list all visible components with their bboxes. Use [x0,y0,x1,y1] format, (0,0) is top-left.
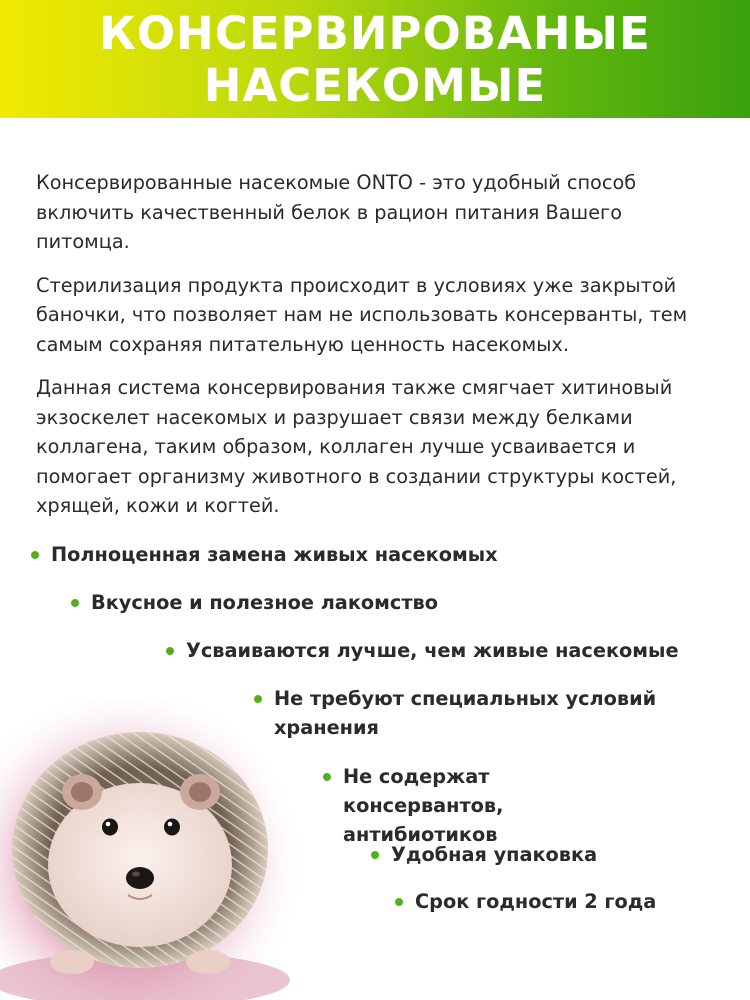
header-banner [0,0,750,118]
bullet-text: Срок годности 2 года [415,890,657,913]
bullet-dot-icon [371,851,379,859]
intro-paragraph: Консервированные насекомые ONTO - это удобный способ включить качественный белок в рацион питания Вашего питомца. [36,171,637,253]
preservation-paragraph: Данная система консервирования также смягчает хитиновый экзоскелет насекомых и разрушает связи между белками коллагена, таким образом, коллаген лучше усваивается и помогает организму животного в создании структуры костей, хрящей, кожи и когтей. [36,376,677,517]
page-title [0,8,750,112]
bullet-dot-icon [395,898,403,906]
bullet-item [166,636,741,665]
bullet-item [71,588,711,617]
bullet-dot-icon [323,773,331,781]
bullet-text: Усваиваются лучше, чем живые насекомые [186,639,679,662]
title-line-2: НАСЕКОМЫЕ [203,59,547,112]
bullet-item [31,540,711,569]
bullet-text: Вкусное и полезное лакомство [91,591,438,614]
sterilization-paragraph: Стерилизация продукта происходит в условиях уже закрытой баночки, что позволяет нам не использовать консерванты, тем самым сохраняя питательную ценность насекомых. [36,273,688,356]
bullet-dot-icon [166,647,174,655]
hedgehog-photo [0,700,300,1000]
title-line-1: КОНСЕРВИРОВАНЫЕ [99,7,651,60]
bullet-item [323,762,653,849]
bullet-text: Не требуют специальных условий хранения [274,687,657,739]
bullet-item [371,840,731,869]
bullet-text: Полноценная замена живых насекомых [51,543,498,566]
bullet-item [395,887,735,916]
bullet-dot-icon [254,695,262,703]
bullet-text: Удобная упаковка [391,843,598,866]
description [36,168,716,535]
bullet-item [254,684,674,742]
bullet-text: Не содержат консервантов, антибиотиков [343,765,504,846]
bullet-dot-icon [71,599,79,607]
bullet-dot-icon [31,551,39,559]
